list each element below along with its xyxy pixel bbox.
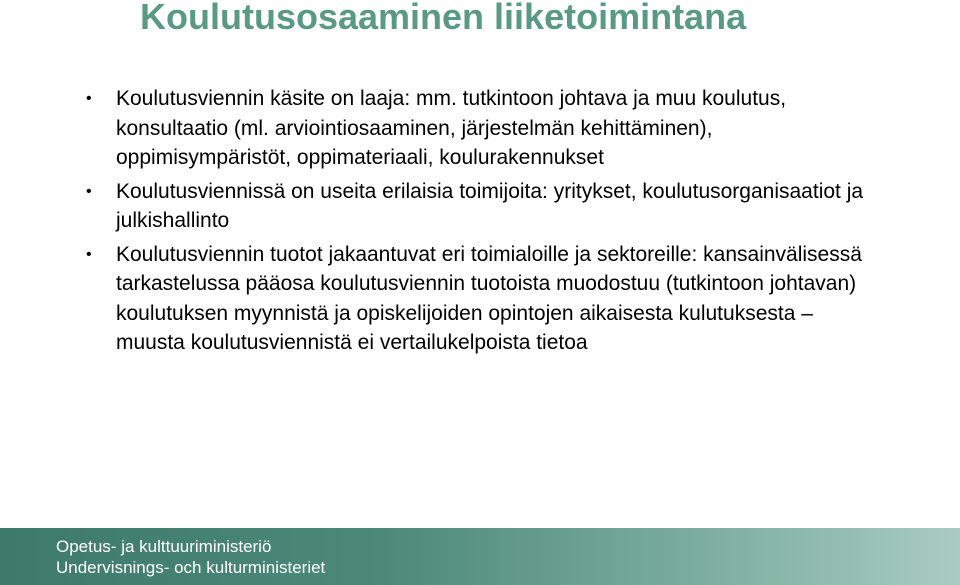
slide-title: Koulutusosaaminen liiketoimintana xyxy=(140,0,747,37)
bullet-marker: • xyxy=(86,182,92,200)
bullet-list xyxy=(86,84,876,362)
bullet-item xyxy=(86,177,876,236)
bullet-item xyxy=(86,84,876,173)
bullet-text: Koulutusviennin tuotot jakaantuvat eri toimialoille ja sektoreille: kansainvälisessä tarkastelussa pääosa koulutusviennin tuotoista muodostuu (tutkintoon johtavan) koulutuksen myynnistä ja opiskelijoiden opintojen aikaisesta kulutuksesta – muusta koulutusviennistä ei vertailukelpoista tietoa xyxy=(116,242,862,354)
footer-bar xyxy=(0,528,960,585)
bullet-marker: • xyxy=(86,90,92,107)
bullet-marker: • xyxy=(86,245,92,263)
ministry-name-swedish: Undervisnings- och kulturministeriet xyxy=(56,558,326,577)
bullet-text: Koulutusviennissä on useita erilaisia toimijoita: yritykset, koulutusorganisaatiot ja julkishallinto xyxy=(116,179,864,232)
bullet-text: Koulutusviennin käsite on laaja: mm. tutkintoon johtava ja muu koulutus, konsultaatio (ml. arviointiosaaminen, järjestelmän kehittäminen), oppimisympäristöt, oppimateriaali, koulurakennukset xyxy=(116,87,787,169)
ministry-name xyxy=(56,536,325,578)
ministry-name-finnish: Opetus- ja kulttuuriministeriö xyxy=(56,537,272,556)
bullet-item xyxy=(86,240,876,358)
